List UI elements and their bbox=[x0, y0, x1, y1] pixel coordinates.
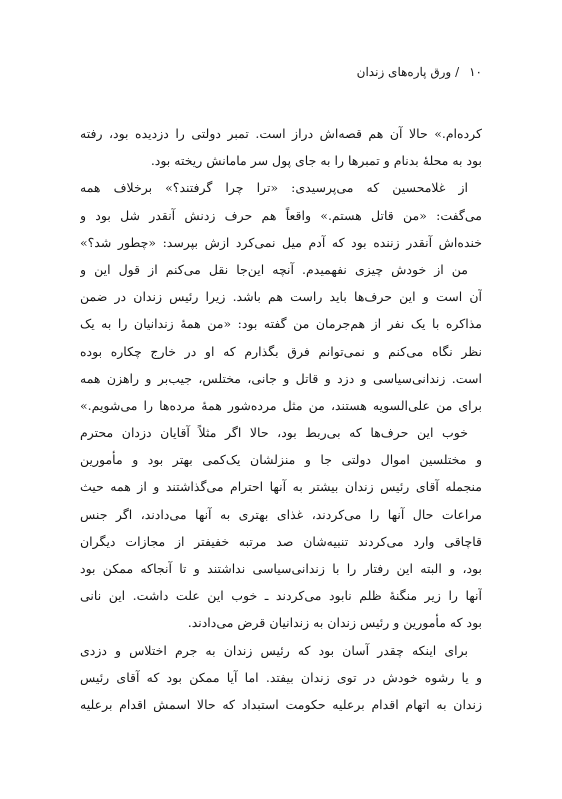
paragraph-2 bbox=[80, 174, 482, 256]
text-line: از غلامحسین که می‌پرسیدی: «ترا چرا گرفتند؟» برخلاف همه bbox=[80, 180, 468, 196]
text-line: خوب این حرف‌ها که بی‌ربط بود، حالا اگر مثلاً آقایان دزدان محترم bbox=[80, 425, 468, 441]
book-title: ورق پاره‌های زندان bbox=[356, 65, 452, 79]
text-line: بود که مأمورین و رئیس زندان به زندانیان قرض می‌دادند. bbox=[187, 615, 482, 631]
text-line: بود، و البته این رفتار را با زندانی‌سیاسی نداشتند و تا آنجاکه ممکن بود bbox=[80, 561, 482, 576]
paragraph-5 bbox=[80, 637, 482, 719]
text-line: منجمله آقای رئیس زندان بیشتر به آنها احترام می‌گذاشتند و از همه حیث bbox=[80, 479, 482, 495]
text-line: می‌گفت: «من قاتل هستم.» واقعاً هم حرف زدنش آنقدر شل بود و bbox=[80, 207, 482, 223]
text-line: خنده‌اش آنقدر زننده بود که آدم میل نمی‌کرد ازش بپرسد: «چطور شد؟» bbox=[80, 234, 482, 250]
body-text bbox=[80, 120, 482, 718]
text-line: است. زندانی‌سیاسی و دزد و قاتل و جانی، مختلس، جیب‌بر و راهزن همه bbox=[80, 370, 482, 386]
page-number: ۱۰ bbox=[469, 65, 482, 79]
paragraph-1 bbox=[80, 120, 482, 174]
text-line: برای اینکه چقدر آسان بود که رئیس زندان به جرم اختلاس و دزدی bbox=[80, 642, 468, 658]
text-line: من از خودش چیزی نفهمیدم. آنچه این‌جا نقل می‌کنم از قول این و bbox=[80, 261, 468, 277]
header-separator: / bbox=[455, 65, 460, 79]
paragraph-3 bbox=[80, 256, 482, 419]
text-line: زندان به اتهام اقدام برعلیه حکومت استبداد که حالا اسمش اقدام برعلیه bbox=[80, 696, 482, 712]
running-head bbox=[80, 62, 482, 82]
text-line: قاچاقی وارد می‌کردند تنبیه‌شان صد مرتبه خفیفتر از مجازات دیگران bbox=[80, 533, 482, 549]
text-line: نظر نگاه می‌کنم و نمی‌توانم فرق بگذارم که او در خارج چکاره بوده bbox=[80, 343, 482, 359]
text-line: آنها را زیر منگنهٔ ظلم نابود می‌کردند ـ خوب این علت داشت. این نانی bbox=[80, 588, 482, 604]
text-line: و مختلسین اموال دولتی جا و منزلشان یک‌کمی بهتر بود و مأمورین bbox=[80, 452, 482, 468]
paragraph-4 bbox=[80, 419, 482, 637]
text-line: کرده‌ام.» حالا آن هم قصه‌اش دراز است. تمبر دولتی را دزدیده بود، رفته bbox=[80, 126, 482, 141]
text-line: و یا رشوه خودش در توی زندان بیفتد. اما آیا ممکن بود که آقای رئیس bbox=[80, 669, 482, 685]
text-line: برای من علی‌السویه هستند، من مثل مرده‌شور همهٔ مرده‌ها را می‌شویم.» bbox=[80, 397, 482, 413]
text-line: بود به محلهٔ بدنام و تمبرها را به جای پول سر مامانش ریخته بود. bbox=[150, 153, 482, 169]
text-line: مذاکره با یک نفر از هم‌جرمان من گفته بود: «من همهٔ زندانیان را به یک bbox=[80, 316, 482, 332]
text-line: آن است و این حرف‌ها باید راست هم باشد. زیرا رئیس زندان در ضمن bbox=[80, 289, 482, 305]
text-line: مراعات حال آنها را می‌کردند، غذای بهتری به آنها می‌دادند، اگر جنس bbox=[80, 506, 482, 522]
